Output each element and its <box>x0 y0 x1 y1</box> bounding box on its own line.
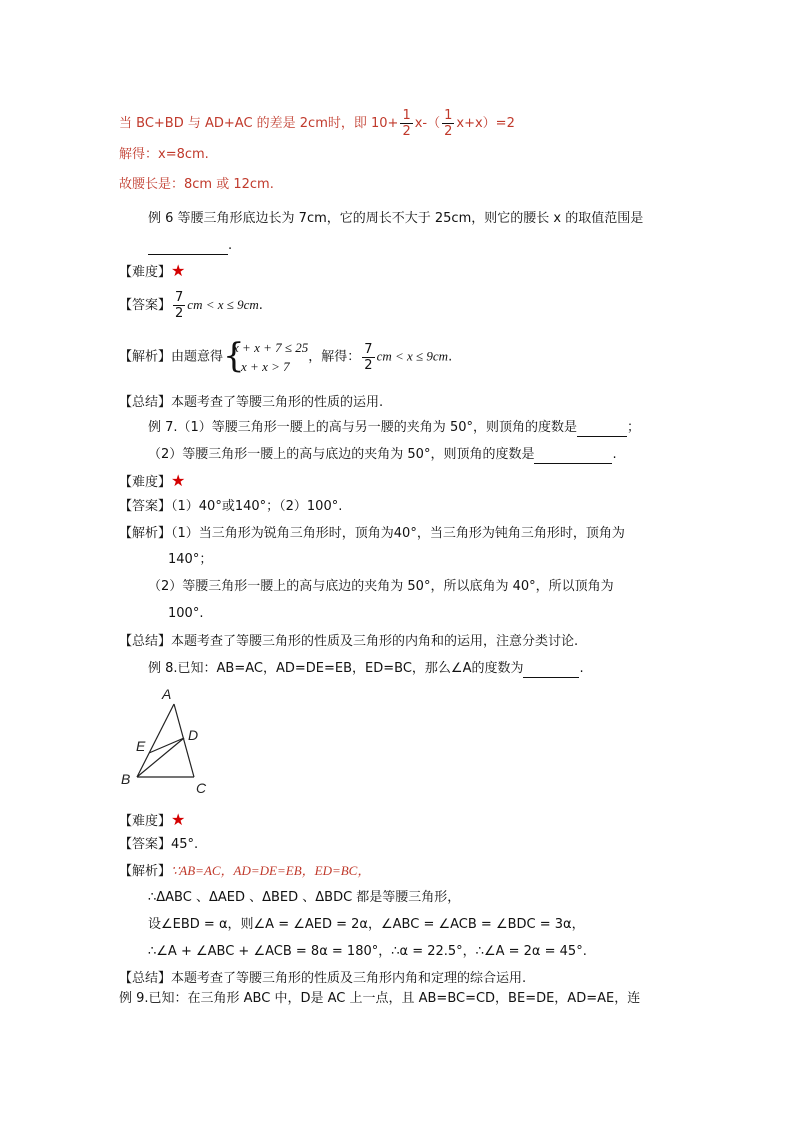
solution-line-1 <box>119 108 515 139</box>
fraction: $\frac{1}{2}$ <box>402 108 411 139</box>
difficulty-label: 【难度】 <box>119 265 172 280</box>
example-6-summary <box>119 394 383 412</box>
example-8-difficulty <box>119 811 185 831</box>
star-icon: ★ <box>171 261 186 280</box>
star-icon: ★ <box>171 471 186 490</box>
fraction: $\frac{7}{2}$ <box>364 341 373 373</box>
summary-text: 本题考查了等腰三角形的性质的运用. <box>171 395 384 410</box>
solution-text: 当 BC+BD 与 AD+AC 的差是 2cm时，即 10+ <box>119 116 399 131</box>
analysis-math: cm < x ≤ 9cm <box>376 348 449 364</box>
answer-label: 【答案】 <box>119 298 172 313</box>
answer-label: 【答案】 <box>119 837 172 852</box>
example-9-question: 例 9.已知：在三角形 ABC 中，D是 AC 上一点，且 AB=BC=CD，BE=DE，AD=AE，连 <box>119 991 641 1006</box>
analysis-label: 【解析】 <box>119 526 172 541</box>
vertex-label-a: A <box>162 686 172 702</box>
example-7-question-2: （2）等腰三角形一腰上的高与底边的夹角为 50°，则顶角的度数是 . <box>148 447 617 462</box>
analysis-label: 【解析】 <box>119 349 172 365</box>
answer-blank <box>534 449 612 464</box>
example-8-analysis-2: 设∠EBD = α，则∠A = ∠AED = 2α，∠ABC = ∠ACB = ∠BDC = 3α， <box>148 917 585 932</box>
example-7-analysis-1 <box>119 525 625 543</box>
example-8-analysis-1: ∴ΔABC 、ΔAED 、ΔBED 、ΔBDC 都是等腰三角形， <box>148 890 461 905</box>
example-8-summary <box>119 970 526 988</box>
example-6-blank-line: . <box>148 237 232 255</box>
answer-text: 45°. <box>171 837 199 852</box>
analysis-text: ∵AB=AC，AD=DE=EB，ED=BC， <box>171 863 371 878</box>
answer-blank <box>577 422 627 437</box>
triangle-figure <box>118 684 228 799</box>
example-7-analysis-4: 100°. <box>168 606 204 621</box>
vertex-label-b: B <box>121 771 131 787</box>
example-8-question: 例 8.已知：AB=AC，AD=DE=EB，ED=BC，那么∠A的度数为 . <box>148 661 584 676</box>
answer-text: （1）40°或140°；（2）100°. <box>171 499 343 514</box>
example-8-analysis-0 <box>119 862 370 881</box>
vertex-label-d: D <box>188 727 199 743</box>
solution-line-3: 故腰长是：8cm 或 12cm. <box>119 177 274 192</box>
example-8-analysis-3: ∴∠A + ∠ABC + ∠ACB = 8α = 180°，∴α = 22.5°，∴∠A = 2α = 45°. <box>148 944 587 959</box>
solution-line-2: 解得：x=8cm. <box>119 147 209 162</box>
difficulty-label: 【难度】 <box>119 814 172 829</box>
answer-math: cm < x ≤ 9cm <box>187 297 259 312</box>
analysis-label: 【解析】 <box>119 864 172 879</box>
summary-label: 【总结】 <box>119 395 172 410</box>
summary-label: 【总结】 <box>119 971 172 986</box>
vertex-label-e: E <box>136 738 146 754</box>
example-6-difficulty <box>119 262 185 282</box>
example-7-answer <box>119 498 342 516</box>
example-7-analysis-2: 140°； <box>168 552 213 567</box>
answer-blank <box>148 240 228 255</box>
solution-text: x+x）=2 <box>456 116 515 131</box>
summary-label: 【总结】 <box>119 634 172 649</box>
segment-ED <box>149 738 184 753</box>
solution-text: x-（ <box>414 116 441 131</box>
example-7-summary <box>119 633 578 651</box>
example-7-difficulty <box>119 472 185 492</box>
example-6-question: 例 6 等腰三角形底边长为 7cm，它的周长不大于 25cm，则它的腰长 x 的取值范围是 <box>148 211 644 226</box>
analysis-text: （1）当三角形为锐角三角形时，顶角为40°，当三角形为钝角三角形时，顶角为 <box>171 526 625 541</box>
summary-text: 本题考查了等腰三角形的性质及三角形内角和定理的综合运用. <box>171 971 527 986</box>
example-7-question-1: 例 7.（1）等腰三角形一腰上的高与另一腰的夹角为 50°，则顶角的度数是 ； <box>148 420 640 435</box>
difficulty-label: 【难度】 <box>119 475 172 490</box>
summary-text: 本题考查了等腰三角形的性质及三角形的内角和的运用，注意分类讨论. <box>171 634 579 649</box>
inequality-system: { x + x + 7 ≤ 25 x + x > 7 <box>223 336 309 376</box>
answer-blank <box>523 663 579 678</box>
answer-label: 【答案】 <box>119 499 172 514</box>
fraction: $\frac{1}{2}$ <box>444 108 453 139</box>
example-7-analysis-3: （2）等腰三角形一腰上的高与底边的夹角为 50°，所以底角为 40°，所以顶角为 <box>148 579 614 594</box>
vertex-label-c: C <box>196 780 207 796</box>
analysis-text: 由题意得 <box>171 349 224 365</box>
example-6-answer: 【答案】 $\frac{7}{2}$ cm < x ≤ 9cm. <box>119 290 263 321</box>
example-8-answer <box>119 836 198 854</box>
example-6-analysis: 【解析】由题意得 { x + x + 7 ≤ 25 x + x > 7 ，解得： $\frac{7}{2}$ cm < x ≤ 9cm. <box>119 336 453 376</box>
analysis-text: ，解得： <box>308 349 361 365</box>
fraction: $\frac{7}{2}$ <box>175 290 184 321</box>
star-icon: ★ <box>171 810 186 829</box>
